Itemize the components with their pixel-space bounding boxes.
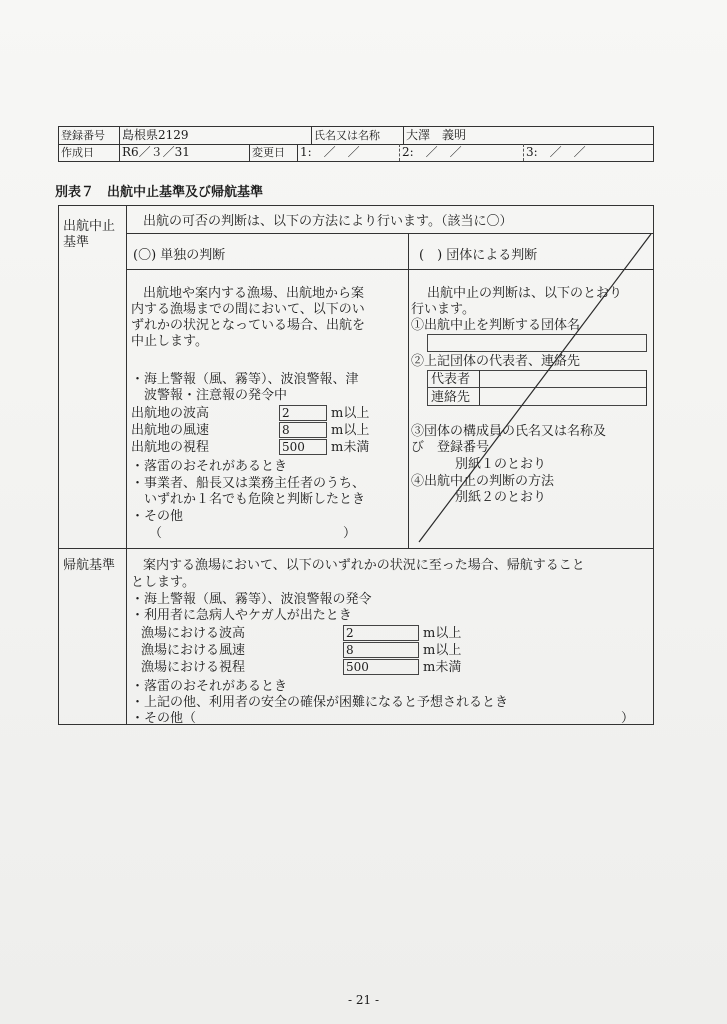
return-para-line2: とします。	[131, 575, 195, 590]
reg-number-label: 登録番号	[61, 129, 105, 142]
single-para-line4: 中止します。	[131, 334, 208, 349]
group-judgement-heading: ( ) 団体による判断	[419, 248, 538, 263]
changed-date-label: 変更日	[249, 144, 297, 161]
single-bullet-lightning: ・落雷のおそれがあるとき	[131, 459, 288, 474]
registration-header-table	[58, 126, 654, 162]
return-bullet-other: ・その他（	[131, 711, 197, 726]
return-bullet-illness: ・利用者に急病人やケガ人が出たとき	[131, 608, 352, 623]
representative-label: 代表者	[431, 372, 471, 387]
departure-label-line1: 出航中止	[63, 219, 116, 234]
return-bullet-warning: ・海上警報（風、霧等）、波浪警報の発令	[131, 592, 372, 607]
single-para-line2: 内する漁場までの間において、以下のい	[131, 302, 365, 317]
group-para-line1: 出航中止の判断は、以下のとおり	[427, 286, 623, 301]
name-value: 大澤 義明	[403, 127, 655, 144]
group-item2: ②上記団体の代表者、連絡先	[411, 354, 581, 369]
change-date-3: 3: ／ ／	[523, 144, 655, 161]
criteria-table	[58, 205, 654, 725]
group-para-line2: 行います。	[411, 302, 475, 317]
departure-label-line2: 基準	[63, 235, 90, 250]
departure-visibility-label: 出航地の視程	[131, 440, 210, 455]
departure-wave-value: 2	[279, 405, 327, 421]
page-number: - 21 -	[347, 993, 379, 1007]
single-para-line3: ずれかの状況となっている場合、出航を	[131, 318, 366, 333]
return-wind-label: 漁場における風速	[141, 643, 246, 658]
return-para-line1: 案内する漁場において、以下のいずれかの状況に至った場合、帰航すること	[143, 558, 585, 573]
return-other-close-paren: ）	[621, 711, 635, 726]
group-item1: ①出航中止を判断する団体名	[411, 318, 581, 333]
created-date-label: 作成日	[61, 146, 94, 159]
group-item4: ④出航中止の判断の方法	[411, 474, 555, 489]
header-row-2	[59, 144, 653, 161]
single-other-open-paren: （	[149, 526, 163, 541]
table-title: 別表７ 出航中止基準及び帰航基準	[55, 185, 264, 200]
single-bullet3-line1: ・事業者、船長又は業務主任者のうち、	[131, 476, 366, 491]
change-date-2: 2: ／ ／	[399, 144, 523, 161]
group-item3-line1: ③団体の構成員の氏名又は名称及	[411, 424, 607, 439]
return-wave-unit: m以上	[423, 626, 462, 641]
single-para-line1: 出航地や案内する漁場、出航地から案	[143, 286, 365, 301]
name-label: 氏名又は名称	[311, 127, 403, 144]
return-visibility-unit: m未満	[423, 660, 462, 675]
group-item3-line2: び 登録番号	[411, 440, 490, 455]
created-date-value: R6／３／31	[119, 144, 249, 161]
single-bullet-other: ・その他	[131, 509, 184, 524]
return-visibility-label: 漁場における視程	[141, 660, 246, 675]
return-wave-label: 漁場における波高	[141, 626, 246, 641]
contact-label: 連絡先	[431, 390, 471, 405]
group-item3-note: 別紙１のとおり	[455, 457, 547, 472]
departure-wind-value: 8	[279, 422, 327, 438]
departure-wave-label: 出航地の波高	[131, 406, 210, 421]
header-row-1	[59, 127, 653, 145]
departure-wind-label: 出航地の風速	[131, 423, 210, 438]
departure-wind-unit: m以上	[331, 423, 370, 438]
departure-intro: 出航の可否の判断は、以下の方法により行います。（該当に〇）	[143, 214, 513, 229]
reg-number-value: 島根県2129	[119, 127, 311, 144]
departure-visibility-unit: m未満	[331, 440, 370, 455]
return-wind-value: 8	[343, 642, 419, 658]
departure-visibility-value: 500	[279, 439, 327, 455]
return-label: 帰航基準	[63, 558, 116, 573]
single-bullet3-line2: いずれか１名でも危険と判断したとき	[131, 492, 366, 507]
departure-wave-unit: m以上	[331, 406, 370, 421]
return-visibility-value: 500	[343, 659, 419, 675]
return-wind-unit: m以上	[423, 643, 462, 658]
single-bullet1-line2: 波警報・注意報の発令中	[131, 388, 288, 403]
single-bullet1-line1: ・海上警報（風、霧等）、波浪警報、津	[131, 372, 359, 387]
return-wave-value: 2	[343, 625, 419, 641]
single-judgement-heading: (〇) 単独の判断	[133, 248, 226, 263]
single-other-close-paren: ）	[343, 526, 357, 541]
change-date-1: 1: ／ ／	[297, 144, 399, 161]
group-item4-note: 別紙２のとおり	[455, 490, 547, 505]
return-bullet-safety: ・上記の他、利用者の安全の確保が困難になると予想されるとき	[131, 695, 509, 710]
return-bullet-lightning: ・落雷のおそれがあるとき	[131, 679, 288, 694]
